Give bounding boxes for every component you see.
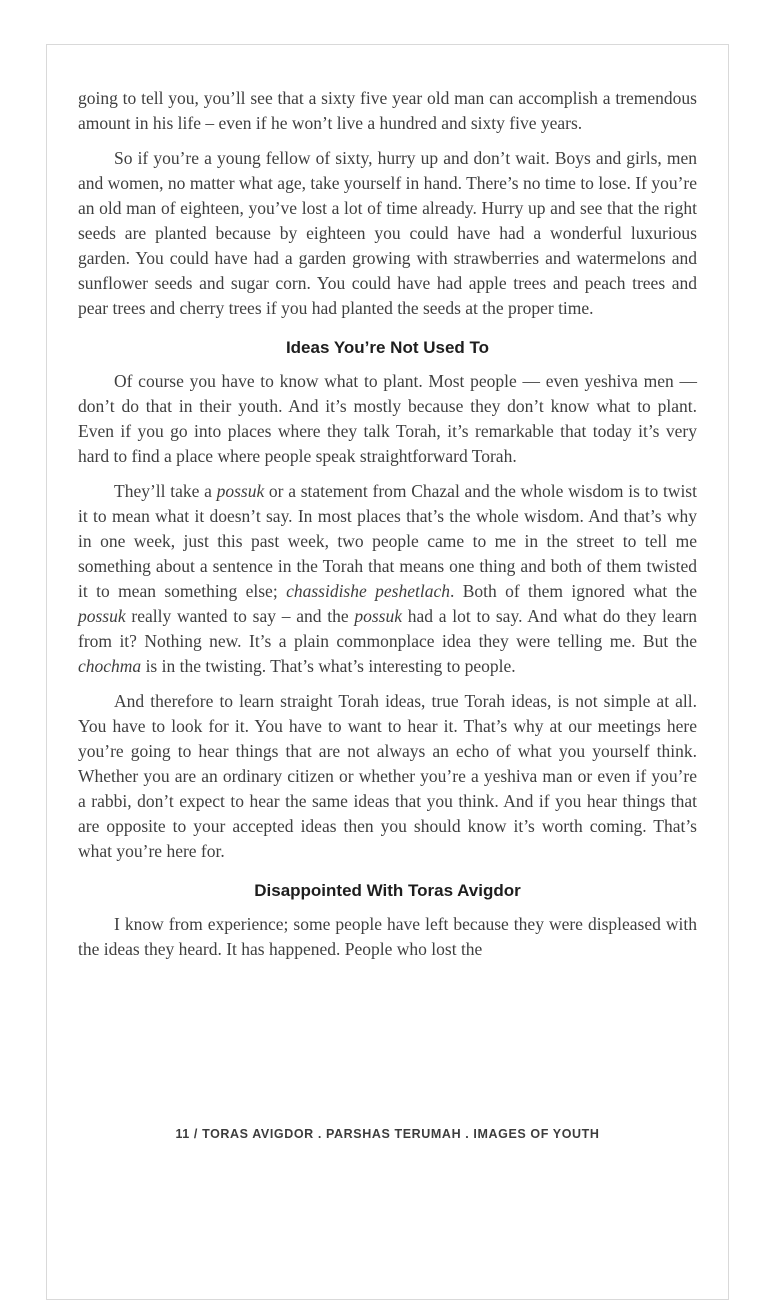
text-segment: I know from experience; some people have left because they were displeased with the ideas they heard. It has happened. People who lost the <box>78 914 697 959</box>
paragraph <box>78 369 697 469</box>
text-segment: Of course you have to know what to plant. Most people — even yeshiva men — don’t do that in their youth. And it’s mostly because they don’t know what to plant. Even if you go into places where they talk Torah, it’s remarkable that today it’s very hard to find a place where people speak straightforward Torah. <box>78 371 697 466</box>
text-segment: They’ll take a <box>114 481 217 501</box>
section-heading: Ideas You’re Not Used To <box>285 338 490 357</box>
footer-text: 11 / TORAS AVIGDOR . PARSHAS TERUMAH . IMAGES OF YOUTH <box>175 1127 600 1141</box>
text-segment: or a statement from Chazal and the whole wisdom is to twist it to mean what it doesn’t say. In most places that’s the whole wisdom. And that’s why in one week, just this past week, two people came to me in the street to tell me something about a sentence in the Torah that means one thing and both of them twisted it to mean something else; <box>78 481 697 601</box>
section-heading: Disappointed With Toras Avigdor <box>254 881 521 900</box>
paragraph <box>78 912 697 962</box>
text-segment: . Both of them ignored what the <box>449 581 698 601</box>
paragraph <box>78 689 697 864</box>
paragraph <box>78 479 697 679</box>
text-segment: had a lot to say. And what do they learn from it? Nothing new. It’s a plain commonplace idea they were telling me. But the <box>78 606 697 651</box>
paragraph <box>78 86 697 136</box>
text-segment: going to tell you, you’ll see that a sixty five year old man can accomplish a tremendous amount in his life – even if he won’t live a hundred and sixty five years. <box>78 88 697 133</box>
page-footer <box>47 1127 728 1141</box>
text-segment: And therefore to learn straight Torah ideas, true Torah ideas, is not simple at all. You have to look for it. You have to want to hear it. That’s why at our meetings here you’re going to hear things that are not always an echo of what you yourself think. Whether you are an ordinary citizen or whether you’re a yeshiva man or even if you’re a rabbi, don’t expect to hear the same ideas that you think. And if you hear things that are opposite to your accepted ideas then you should know it’s worth coming. That’s what you’re here for. <box>78 691 697 861</box>
italic-term: chassidishe peshetlach <box>286 581 450 601</box>
page-content <box>47 45 728 962</box>
document-page <box>46 44 729 1300</box>
text-segment: is in the twisting. That’s what’s interesting to people. <box>141 656 516 676</box>
italic-term: possuk <box>354 606 402 626</box>
italic-term: chochma <box>78 656 142 676</box>
italic-term: possuk <box>78 606 126 626</box>
italic-term: possuk <box>216 481 265 501</box>
paragraph <box>78 146 697 321</box>
text-segment: So if you’re a young fellow of sixty, hurry up and don’t wait. Boys and girls, men and women, no matter what age, take yourself in hand. There’s no time to lose. If you’re an old man of eighteen, you’ve lost a lot of time already. Hurry up and see that the right seeds are planted because by eighteen you could have had a wonderful luxurious garden. You could have had a garden growing with strawberries and watermelons and sunflower seeds and sugar corn. You could have had apple trees and peach trees and pear trees and cherry trees if you had planted the seeds at the proper time. <box>78 148 697 318</box>
text-segment: really wanted to say – and the <box>125 606 355 626</box>
